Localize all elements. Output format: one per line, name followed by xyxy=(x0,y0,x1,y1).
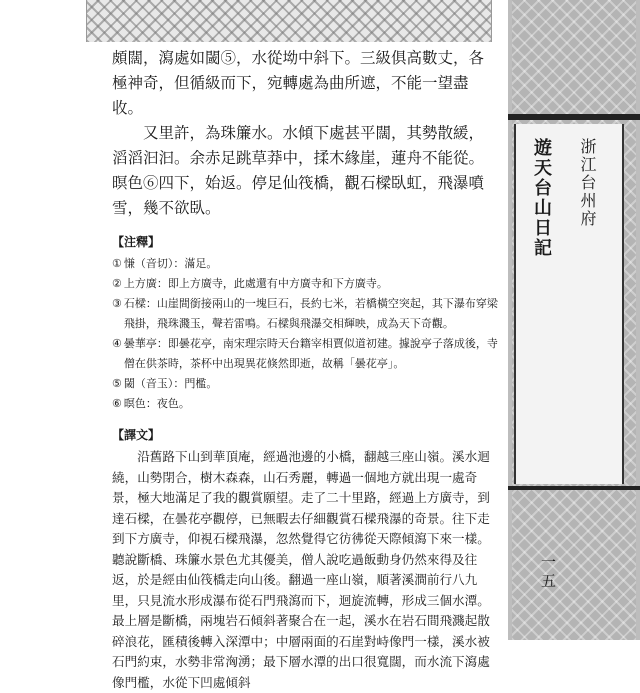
note-number: ⑤ xyxy=(112,377,122,390)
book-title: 遊天台山日記 xyxy=(531,138,552,258)
note-number: ④ xyxy=(112,337,122,350)
note-number: ⑥ xyxy=(112,397,122,410)
side-divider-bottom xyxy=(508,486,640,490)
note-text: 石樑：山崖間銜接兩山的一塊巨石，長約七米，若橋橫空突起，其下瀑布穿梁飛掛，飛珠濺玉，聲若雷鳴。石樑與飛瀑交相輝映，成為天下奇觀。 xyxy=(123,297,498,330)
note-number: ② xyxy=(112,277,122,290)
location-title: 浙江台州府 xyxy=(578,138,597,228)
side-divider-top xyxy=(508,114,640,120)
note-item xyxy=(112,374,498,394)
note-item xyxy=(112,274,498,294)
main-content xyxy=(112,46,498,693)
note-text: 慊（音切）：滿足。 xyxy=(123,257,218,270)
main-paragraph-1: 頗闊，瀉處如閾⑤，水從坳中斜下。三級俱高數丈，各極神奇，但循級而下，宛轉處為曲所遮，不能一望盡收。 xyxy=(112,49,485,117)
note-number: ① xyxy=(112,257,122,270)
note-item xyxy=(112,254,498,274)
top-decorative-border xyxy=(86,0,492,42)
translation-paragraph: 沿舊路下山到華頂庵，經過池邊的小橋，翻越三座山嶺。溪水迴繞，山勢閉合，樹木森森，山石秀麗，轉過一個地方就出現一處奇景，極大地滿足了我的觀賞願望。走了二十里路，經過上方廣寺，到達石樑，在曇花亭觀停，已無暇去仔細觀賞石樑飛瀑的奇景。往下走到下方廣寺，仰視石樑飛瀑，忽然覺得它彷彿從天際傾瀉下來一樣。聽說斷橋、珠簾水景色尤其優美，僧人說吃過飯動身仍然來得及往返，於是經由仙筏橋走向山後。翻過一座山嶺，順著溪澗前行八九里，只見流水形成瀑布從石門飛瀉而下，迴旋流轉，形成三個水潭。最上層是斷橋，兩塊岩石傾斜著聚合在一起，溪水在岩石間飛濺起散碎浪花，匯積後轉入深潭中；中層兩面的石崖對峙像門一樣，溪水被石門約束，水勢非常洶湧；最下層水潭的出口很寬闊，而水流下瀉處像門檻，水從下凹處傾斜 xyxy=(112,449,490,690)
translation-heading: 【譯文】 xyxy=(112,428,161,442)
chapter-title-box xyxy=(514,124,624,484)
note-text: 暝色：夜色。 xyxy=(123,397,190,410)
note-item xyxy=(112,334,498,374)
note-text: 上方廣：即上方廣寺，此處還有中方廣寺和下方廣寺。 xyxy=(123,277,388,290)
notes-list xyxy=(112,254,498,414)
main-paragraph-2: 又里許，為珠簾水。水傾下處甚平闊，其勢散緩，滔滔汩汩。余赤足跳草莽中，揉木緣崖，蓮舟不能從。暝色⑥四下，始返。停足仙筏橋，觀石樑臥虹，飛瀑噴雪，幾不欲臥。 xyxy=(112,124,485,217)
note-text: 閾（音玉）：門檻。 xyxy=(123,377,218,390)
note-item xyxy=(112,294,498,334)
note-text: 曇華亭：即曇花亭，南宋理宗時天台籍宰相賈似道初建。據說亭子落成後，寺僧在供茶時，茶杯中出現異花倏然即逝，故稱「曇花亭」。 xyxy=(123,337,498,370)
note-item xyxy=(112,394,498,414)
page-number: 一五 xyxy=(539,554,557,592)
note-number: ③ xyxy=(112,297,122,310)
notes-heading: 【注釋】 xyxy=(112,235,161,249)
